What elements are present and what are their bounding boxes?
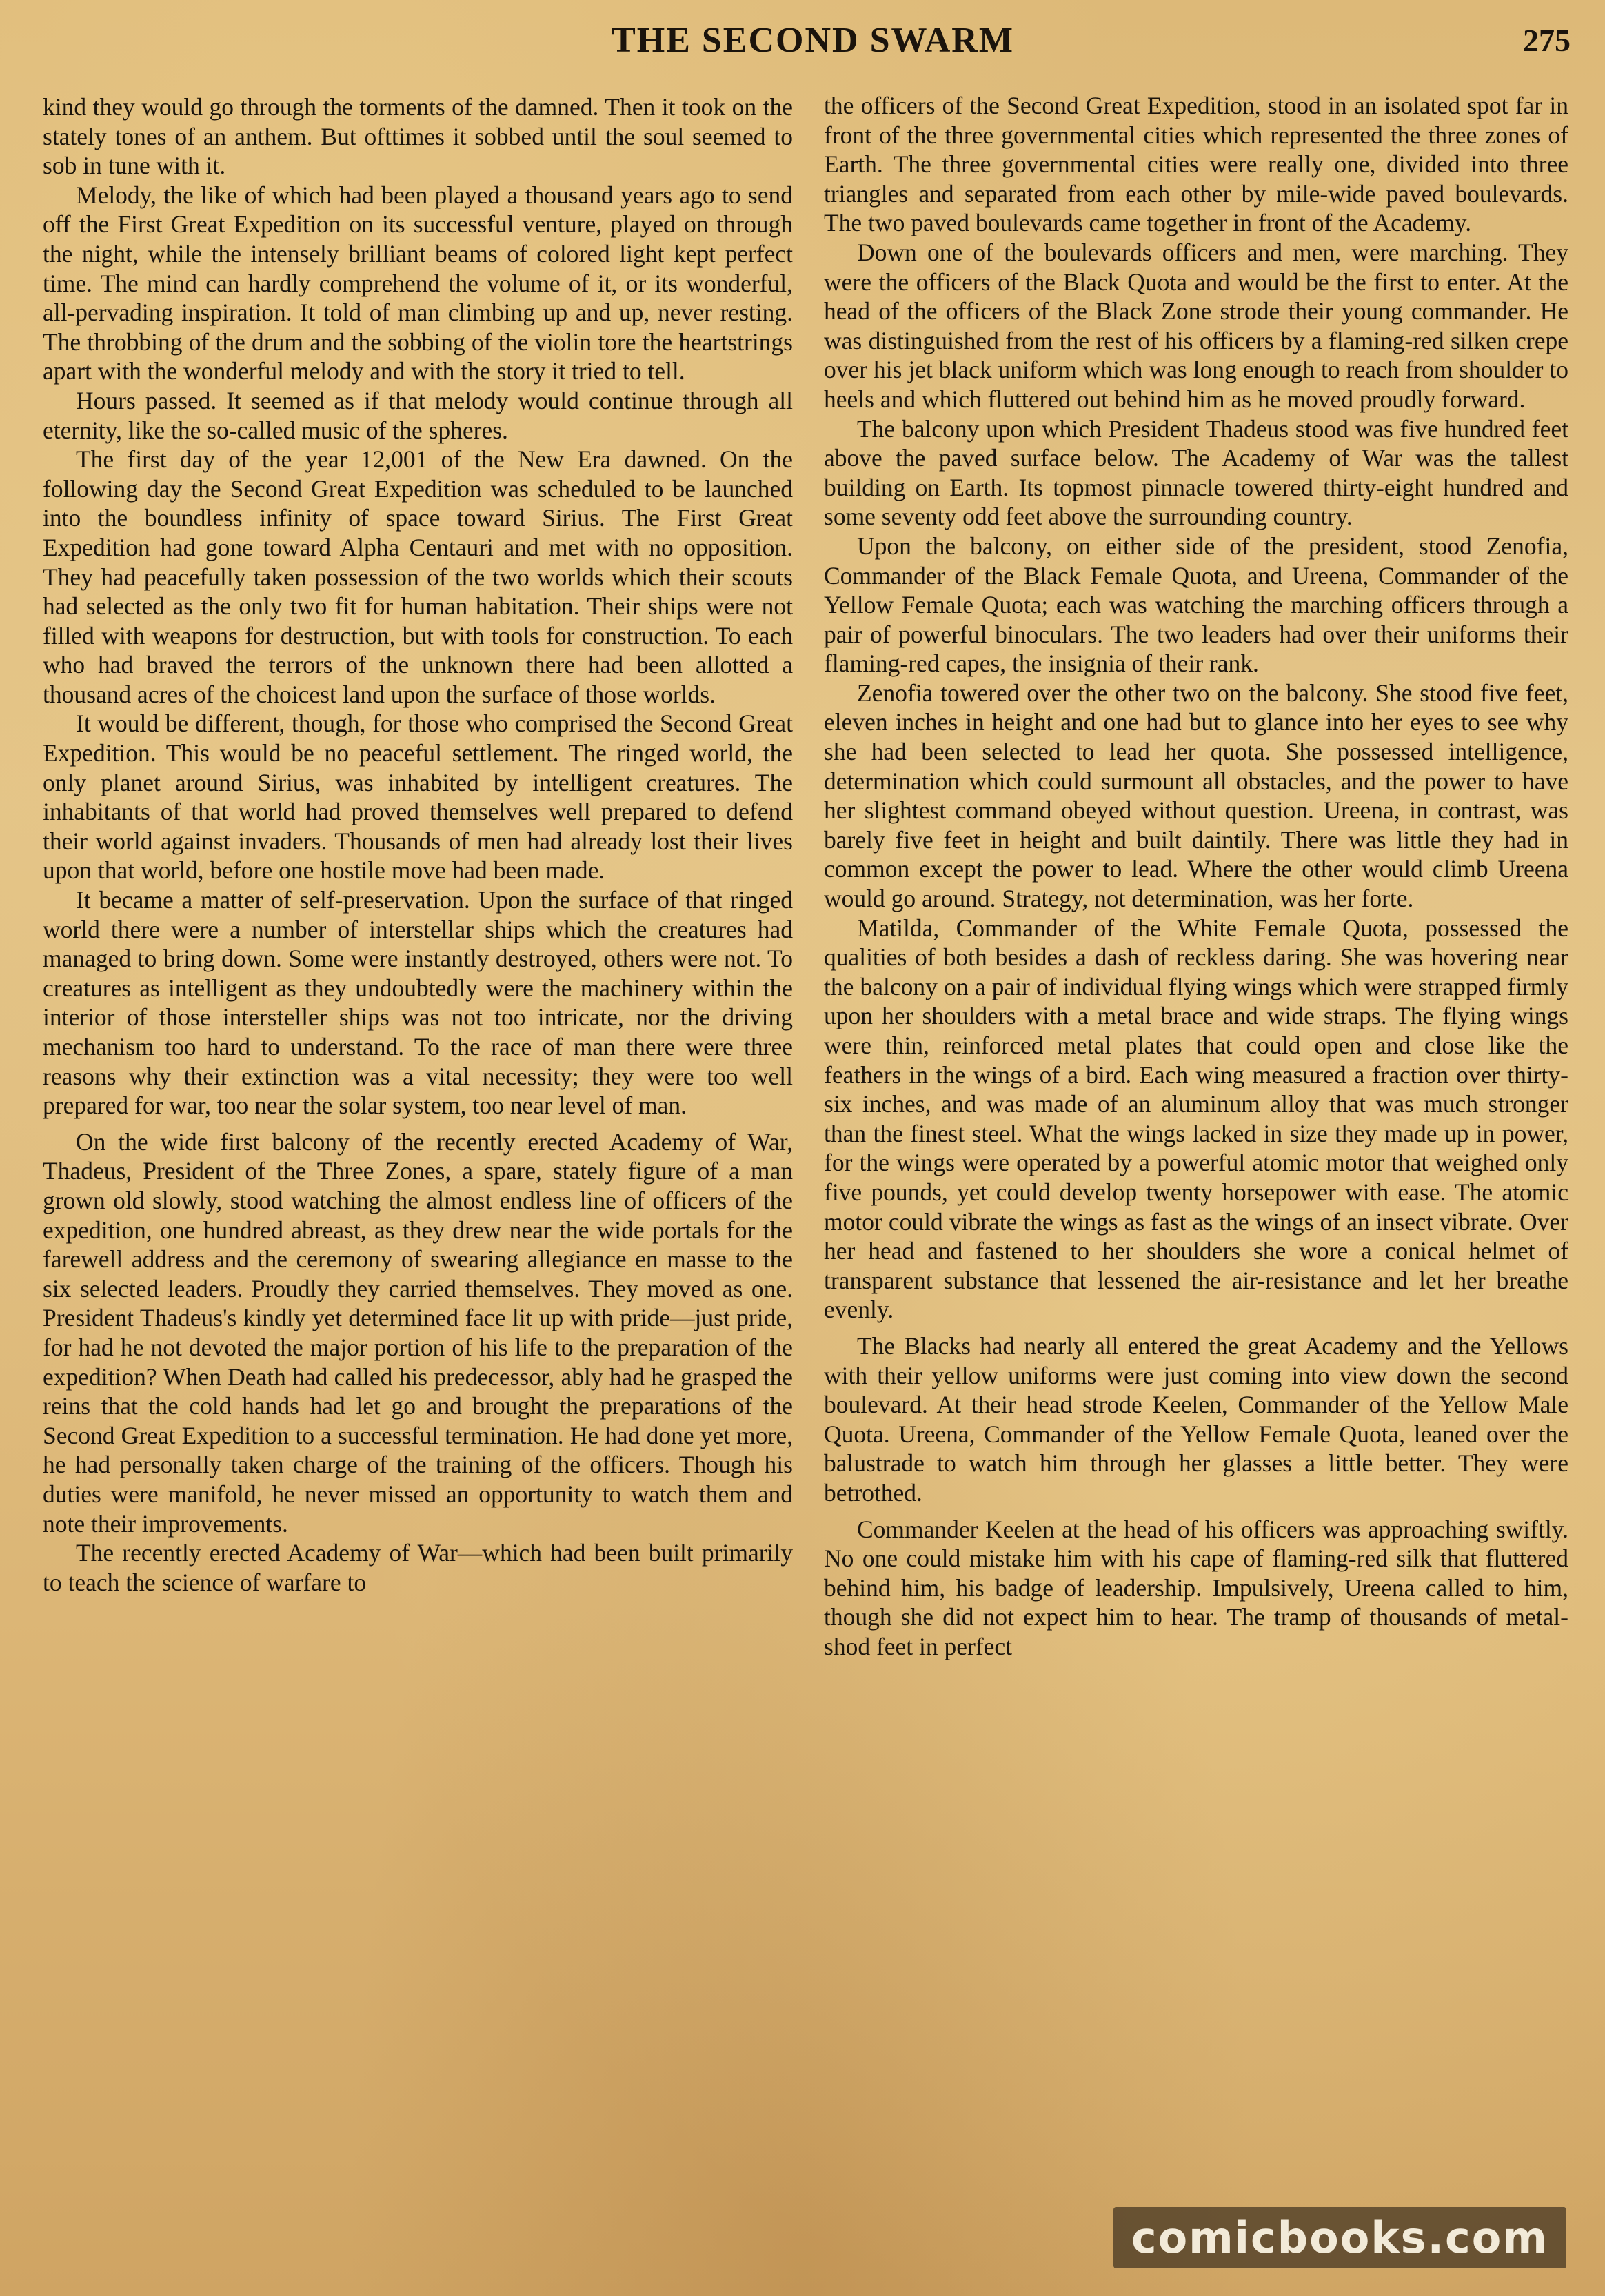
paragraph: Commander Keelen at the head of his officers was approaching swiftly. No one could mistake him with his cape of flaming-red silk that fluttered behind him, his badge of leadership. Impulsively, Ureena called to him, though she did not expect him to hear. The tramp of thousands of metal-shod feet in perfect [824, 1515, 1568, 1660]
paragraph: the officers of the Second Great Expedition, stood in an isolated spot far in front of the three governmental cities which represented the three zones of Earth. The three governmental cities were really one, divided into three triangles and separated from each other by mile-wide paved boulevards. The two paved boulevards came together in front of the Academy. [824, 92, 1568, 237]
paragraph: The recently erected Academy of War—which had been built primarily to teach the science of warfare to [43, 1539, 793, 1596]
right-text-column [824, 91, 1568, 1661]
running-title: THE SECOND SWARM [612, 21, 1014, 60]
paragraph: The balcony upon which President Thadeus stood was five hundred feet above the paved surface below. The Academy of War was the tallest building on Earth. Its topmost pinnacle towered thirty-eight hundred and some seventy odd feet above the surrounding country. [824, 414, 1568, 531]
page-header [55, 18, 1571, 66]
paragraph: Upon the balcony, on either side of the president, stood Zenofia, Commander of the Black Female Quota, and Ureena, Commander of the Yellow Female Quota; each was watching the marching officers through a pair of powerful binoculars. The two leaders had over their uniforms their flaming-red capes, the insignia of their rank. [824, 532, 1568, 678]
paragraph: kind they would go through the torments of the damned. Then it took on the stately tones of an anthem. But ofttimes it sobbed until the soul seemed to sob in tune with it. [43, 93, 793, 180]
watermark-logo: comicbooks.com [1113, 2207, 1566, 2268]
paragraph: On the wide first balcony of the recently erected Academy of War, Thadeus, President of the Three Zones, a spare, stately figure of a man grown old slowly, stood watching the almost endless line of officers of the expedition, one hundred abreast, as they drew near the wide portals for the farewell address and the ceremony of swearing allegiance en masse to the six selected leaders. Proudly they carried themselves. They moved as one. President Thadeus's kindly yet determined face lit up with pride—just pride, for had he not devoted the major portion of his life to the preparation of the expedition? When Death had called his predecessor, ably had he grasped the reins that the cold hands had let go and brought the preparations of the Second Great Expedition to a successful termination. He had done yet more, he had personally taken charge of the training of the officers. Though his duties were manifold, he never missed an opportunity to watch them and note their improvements. [43, 1127, 793, 1538]
page-number: 275 [1523, 23, 1571, 58]
paragraph: Down one of the boulevards officers and men, were marching. They were the officers of the Black Quota and would be the first to enter. At the head of the officers of the Black Zone strode their young commander. He was distinguished from the rest of his officers by a flaming-red silken crepe over his jet black uniform which was long enough to reach from shoulder to heels and which fluttered out behind him as he moved proudly forward. [824, 238, 1568, 413]
paragraph: The Blacks had nearly all entered the great Academy and the Yellows with their yellow uniforms were just coming into view down the second boulevard. At their head strode Keelen, Commander of the Yellow Male Quota. Ureena, Commander of the Yellow Female Quota, leaned over the balustrade to watch him through her glasses a little better. They were betrothed. [824, 1331, 1568, 1507]
paragraph: It would be different, though, for those who comprised the Second Great Expedition. This would be no peaceful settlement. The ringed world, the only planet around Sirius, was inhabited by intelligent creatures. The inhabitants of that world had proved themselves well prepared to defend their world against invaders. Thousands of men had already lost their lives upon that world, before one hostile move had been made. [43, 709, 793, 885]
left-text-column [43, 92, 793, 1597]
paragraph: It became a matter of self-preservation. Upon the surface of that ringed world there were a number of interstellar ships which the creatures had managed to bring down. Some were instantly destroyed, others were not. To creatures as intelligent as they undoubtedly were the machinery within the interior of those intersteller ships was not too intricate, nor the driving mechanism too hard to understand. To the race of man there were three reasons why their extinction was a vital necessity; they were too well prepared for war, too near the solar system, too near level of man. [43, 886, 793, 1120]
paragraph: The first day of the year 12,001 of the New Era dawned. On the following day the Second Great Expedition was scheduled to be launched into the boundless infinity of space toward Sirius. The First Great Expedition had gone toward Alpha Centauri and met with no opposition. They had peacefully taken possession of the two worlds which their scouts had selected as the only two fit for human habitation. Their ships were not filled with weapons for destruction, but with tools for construction. To each who had braved the terrors of the unknown there had been allotted a thousand acres of the choicest land upon the surface of those worlds. [43, 445, 793, 708]
paragraph: Melody, the like of which had been played a thousand years ago to send off the First Great Expedition on its successful venture, played on through the night, while the intensely brilliant beams of colored light kept perfect time. The mind can hardly comprehend the volume of it, or its wonderful, all-pervading inspiration. It told of man climbing up and up, never resting. The throbbing of the drum and the sobbing of the violin tore the heartstrings apart with the wonderful melody and with the story it tried to tell. [43, 181, 793, 385]
paragraph: Zenofia towered over the other two on the balcony. She stood five feet, eleven inches in height and one had but to glance into her eyes to see why she had been selected to lead her quota. She possessed intelligence, determination which could surmount all obstacles, and the power to have her slightest command obeyed without question. Ureena, in contrast, was barely five feet in height and built daintily. There was little they had in common except the power to lead. Where the other would climb Ureena would go around. Strategy, not determination, was her forte. [824, 678, 1568, 913]
paragraph: Matilda, Commander of the White Female Quota, possessed the qualities of both besides a dash of reckless daring. She was hovering near the balcony on a pair of individual flying wings which were strapped firmly upon her shoulders with a metal brace and wide straps. The flying wings were thin, reinforced metal plates that could open and close like the feathers in the wings of a bird. Each wing measured a fraction over thirty-six inches, and was made of an aluminum alloy that was much stronger than the finest steel. What the wings lacked in size they made up in power, for the wings were operated by a powerful atomic motor that weighed only five pounds, yet could develop twenty horsepower with ease. The atomic motor could vibrate the wings as fast as the wings of an insect vibrate. Over her head and fastened to her shoulders she wore a conical helmet of transparent substance that lessened the air-resistance and let her breathe evenly. [824, 914, 1568, 1324]
paragraph: Hours passed. It seemed as if that melody would continue through all eternity, like the so-called music of the spheres. [43, 386, 793, 444]
